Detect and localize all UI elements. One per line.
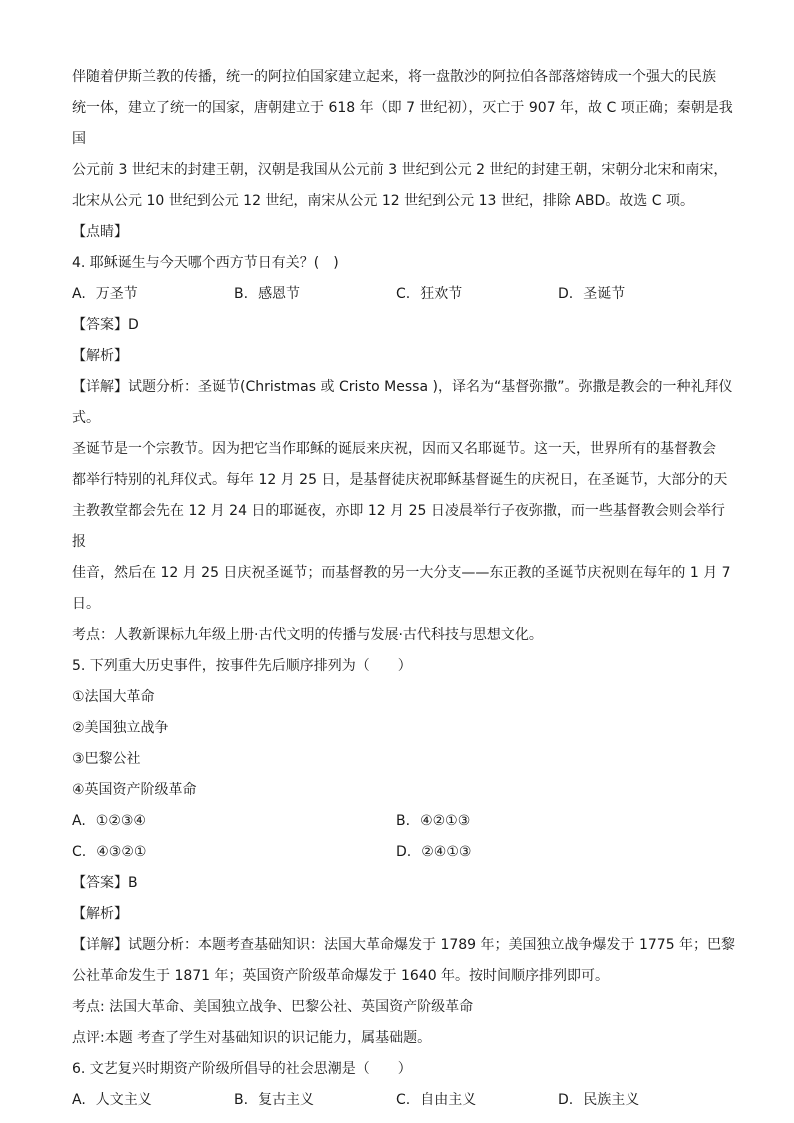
event-item: ①法国大革命 bbox=[72, 689, 155, 705]
option-c: C. 自由主义 bbox=[396, 1092, 477, 1108]
question-5-answer bbox=[72, 868, 736, 899]
option-c: C. 狂欢节 bbox=[396, 286, 463, 302]
answer-value: D bbox=[128, 317, 139, 333]
option-d: D. ②④①③ bbox=[396, 844, 472, 860]
analysis-tag: 【解析】 bbox=[72, 906, 128, 922]
detail-line: 都举行特别的礼拜仪式。每年 12 月 25 日，是基督徒庆祝耶稣基督诞生的庆祝日，在圣诞节，大部分的天 bbox=[72, 472, 728, 488]
option-a: A. 人文主义 bbox=[72, 1092, 152, 1108]
question-6-stem: 6. 文艺复兴时期资产阶级所倡导的社会思潮是（ ） bbox=[72, 1061, 412, 1077]
option-d: D. 圣诞节 bbox=[558, 286, 626, 302]
detail-tag: 【详解】 bbox=[72, 379, 128, 395]
option-d: D. 民族主义 bbox=[558, 1092, 640, 1108]
question-5-stem: 5. 下列重大历史事件，按事件先后顺序排列为（ ） bbox=[72, 658, 412, 674]
intro-line: 伴随着伊斯兰教的传播，统一的阿拉伯国家建立起来，将一盘散沙的阿拉伯各部落熔铸成一个强大的民族 bbox=[72, 69, 716, 85]
intro-line: 统一体，建立了统一的国家，唐朝建立于 618 年（即 7 世纪初），灭亡于 907 年，故 C 项正确；秦朝是我国 bbox=[72, 100, 733, 147]
detail-line: 公社革命发生于 1871 年；英国资产阶级革命爆发于 1640 年。按时间顺序排列即可。 bbox=[72, 968, 610, 984]
question-4-answer bbox=[72, 310, 736, 341]
intro-line: 公元前 3 世纪末的封建王朝，汉朝是我国从公元前 3 世纪到公元 2 世纪的封建王朝，宋朝分北宋和南宋， bbox=[72, 162, 728, 178]
question-5-options-row-1 bbox=[72, 806, 736, 837]
option-b: B. 复古主义 bbox=[234, 1092, 315, 1108]
detail-line: 主教教堂都会先在 12 月 24 日的耶诞夜，亦即 12 月 25 日凌晨举行子夜弥撒，而一些基督教会则会举行报 bbox=[72, 503, 725, 550]
answer-tag: 【答案】 bbox=[72, 317, 128, 333]
question-4-options bbox=[72, 279, 736, 310]
question-5-options-row-2 bbox=[72, 837, 736, 868]
question-5-detail: 【详解】试题分析：本题考查基础知识：法国大革命爆发于 1789 年；美国独立战争爆发于 1775 年；巴黎 bbox=[72, 937, 736, 953]
option-b: B. ④②①③ bbox=[396, 813, 471, 829]
question-6-options bbox=[72, 1085, 736, 1116]
question-4-detail: 【详解】试题分析：圣诞节(Christmas 或 Cristo Messa )，译名为“基督弥撒”。弥撒是教会的一种礼拜仪式。 bbox=[72, 379, 733, 426]
event-item: ②美国独立战争 bbox=[72, 720, 169, 736]
event-item: ④英国资产阶级革命 bbox=[72, 782, 197, 798]
detail-line: 佳音，然后在 12 月 25 日庆祝圣诞节；而基督教的另一大分支——东正教的圣诞节庆祝则在每年的 1 月 7 bbox=[72, 565, 731, 581]
detail-tag: 【详解】 bbox=[72, 937, 128, 953]
point-tag: 【点睛】 bbox=[72, 224, 128, 240]
analysis-tag: 【解析】 bbox=[72, 348, 128, 364]
question-4-kaodian: 考点：人教新课标九年级上册·古代文明的传播与发展·古代科技与思想文化。 bbox=[72, 627, 543, 643]
option-a: A. ①②③④ bbox=[72, 813, 146, 829]
question-5-kaodian: 考点: 法国大革命、美国独立战争、巴黎公社、英国资产阶级革命 bbox=[72, 999, 474, 1015]
detail-line: 圣诞节是一个宗教节。因为把它当作耶稣的诞辰来庆祝，因而又名耶诞节。这一天，世界所有的基督教会 bbox=[72, 441, 716, 457]
answer-value: B bbox=[128, 875, 138, 891]
intro-line: 北宋从公元 10 世纪到公元 12 世纪，南宋从公元 12 世纪到公元 13 世纪，排除 ABD。故选 C 项。 bbox=[72, 193, 694, 209]
question-5-dianping: 点评:本题 考查了学生对基础知识的识记能力，属基础题。 bbox=[72, 1030, 432, 1046]
option-a: A. 万圣节 bbox=[72, 286, 138, 302]
detail-line: 日。 bbox=[72, 596, 100, 612]
option-c: C. ④③②① bbox=[72, 844, 147, 860]
answer-tag: 【答案】 bbox=[72, 875, 128, 891]
event-item: ③巴黎公社 bbox=[72, 751, 141, 767]
option-b: B. 感恩节 bbox=[234, 286, 301, 302]
document-body bbox=[72, 62, 736, 1116]
question-4-stem: 4. 耶稣诞生与今天哪个西方节日有关？( ) bbox=[72, 255, 339, 271]
